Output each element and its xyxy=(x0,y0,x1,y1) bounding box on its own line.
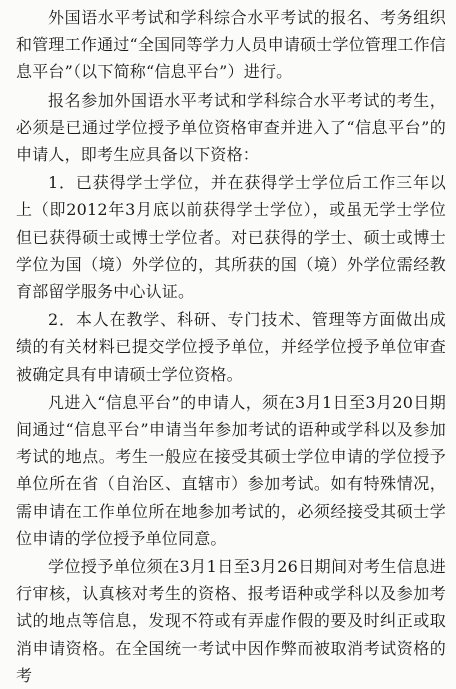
paragraph-requirement-achievements: 2．本人在教学、科研、专门技术、管理等方面做出成绩的有关材料已提交学位授予单位，并经学位授予单位审查被确定具有申请硕士学位资格。 xyxy=(16,310,446,384)
paragraph-registration-platform: 外国语水平考试和学科综合水平考试的报名、考务组织和管理工作通过“全国同等学力人员申请硕士学位管理工作信息平台”（以下简称“信息平台”）进行。 xyxy=(16,8,446,82)
paragraph-requirement-degree: 1．已获得学士学位，并在获得学士学位后工作三年以上（即2012年3月底以前获得学士学位），或虽无学士学位但已获得硕士或博士学位者。对已获得的学士、硕士或博士学位为国（境）外学位的，其所获的国（境）外学位需经教育部留学服务中心认证。 xyxy=(16,173,446,302)
paragraph-review-period: 学位授予单位须在3月1日至3月26日期间对考生信息进行审核，认真核对考生的资格、报考语种或学科以及参加考试的地点等信息，发现不符或有弄虚作假的要及时纠正或取消申请资格。在全国统一考试中因作弊而被取消考试资格的考 xyxy=(16,557,446,685)
paragraph-eligibility-intro: 报名参加外国语水平考试和学科综合水平考试的考生，必须是已通过学位授予单位资格审查并进入了“信息平台”的申请人，即考生应具备以下资格： xyxy=(16,90,446,165)
paragraph-application-period: 凡进入“信息平台”的申请人，须在3月1日至3月20日期间通过“信息平台”申请当年参加考试的语种或学科以及参加考试的地点。考生一般应在接受其硕士学位申请的学位授予单位所在省（自治区、直辖市）参加考试。如有特殊情况，需申请在工作单位所在地参加考试的，必须经接受其硕士学位申请的学位授予单位同意。 xyxy=(16,392,446,548)
